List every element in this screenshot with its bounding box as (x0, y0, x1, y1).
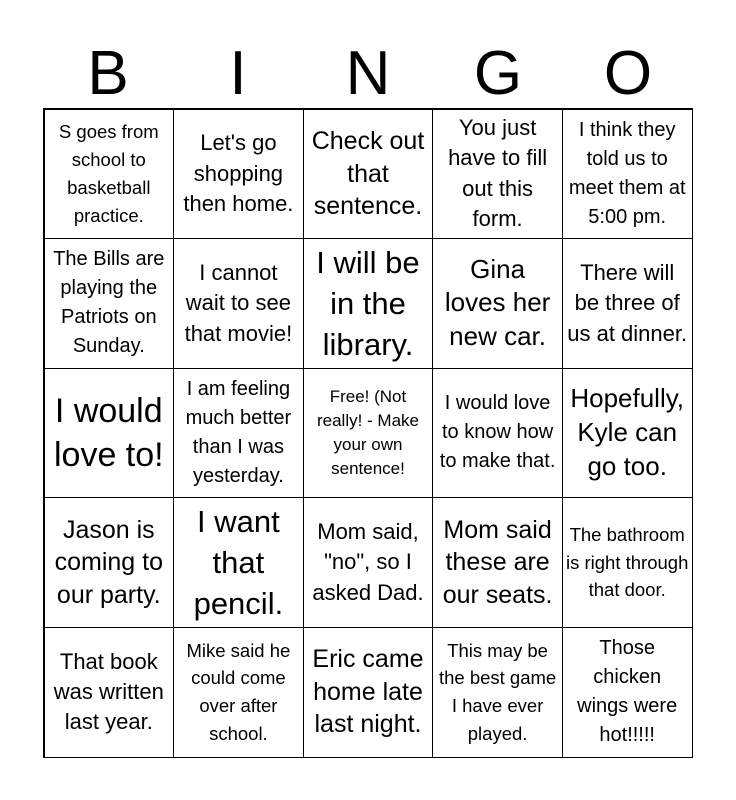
cell-text: I think they told us to meet them at 5:00 pm. (568, 118, 686, 228)
cell-text: Mom said, "no", so I asked Dad. (312, 519, 424, 605)
free-space-cell[interactable] (303, 368, 434, 499)
bingo-grid (43, 108, 693, 758)
header-letter-o: O (603, 39, 653, 108)
bingo-cell[interactable] (303, 497, 434, 628)
bingo-cell[interactable] (432, 497, 563, 628)
cell-text: S goes from school to basketball practice. (58, 121, 159, 226)
cell-text: I want that pencil. (193, 503, 284, 622)
bingo-cell[interactable] (562, 627, 693, 758)
bingo-cell[interactable] (562, 368, 693, 499)
cell-text: I would love to know how to make that. (439, 392, 556, 473)
cell-text: Those chicken wings were hot!!!!! (577, 637, 678, 747)
header-letter-b: B (87, 39, 129, 108)
bingo-cell[interactable] (44, 109, 175, 240)
cell-text: There will be three of us at dinner. (567, 259, 688, 346)
cell-text: I will be in the library. (316, 244, 420, 362)
cell-text: I would love to! (53, 391, 164, 474)
cell-text: Let's go shopping then home. (183, 130, 294, 216)
bingo-cell[interactable] (173, 627, 304, 758)
bingo-cell[interactable] (173, 497, 304, 628)
bingo-cell[interactable] (173, 368, 304, 499)
bingo-cell[interactable] (44, 238, 175, 369)
cell-text: I am feeling much better than I was yesterday. (185, 377, 292, 487)
header-letter-n: N (345, 39, 391, 108)
bingo-cell[interactable] (562, 109, 693, 240)
cell-text: The bathroom is right through that door. (566, 523, 689, 601)
bingo-header (43, 40, 693, 108)
cell-text: Mom said these are our seats. (442, 515, 553, 609)
bingo-cell[interactable] (303, 627, 434, 758)
bingo-cell[interactable] (44, 368, 175, 499)
bingo-cell[interactable] (44, 627, 175, 758)
cell-text: Eric came home late last night. (312, 645, 424, 739)
cell-text: Free! (Not really! - Make your own sentence! (316, 386, 419, 479)
cell-text: Jason is coming to our party. (54, 515, 163, 609)
cell-text: Mike said he could come over after school. (186, 639, 291, 744)
cell-text: Check out that sentence. (311, 127, 425, 221)
cell-text: Hopefully, Kyle can go too. (570, 383, 685, 481)
bingo-cell[interactable] (432, 238, 563, 369)
cell-text: You just have to fill out this form. (448, 115, 548, 232)
bingo-cell[interactable] (432, 627, 563, 758)
bingo-cell[interactable] (303, 109, 434, 240)
bingo-cell[interactable] (562, 238, 693, 369)
cell-text: That book was written last year. (53, 648, 164, 735)
cell-text: The Bills are playing the Patriots on Sunday. (53, 248, 165, 358)
header-letter-g: G (473, 39, 523, 108)
cell-text: This may be the best game I have ever played. (438, 639, 557, 744)
bingo-cell[interactable] (173, 109, 304, 240)
bingo-cell[interactable] (432, 109, 563, 240)
header-letter-i: I (229, 39, 247, 108)
cell-text: Gina loves her new car. (444, 253, 551, 352)
bingo-cell[interactable] (303, 238, 434, 369)
bingo-cell[interactable] (44, 497, 175, 628)
bingo-cell[interactable] (173, 238, 304, 369)
cell-text: I cannot wait to see that movie! (184, 259, 293, 346)
bingo-cell[interactable] (432, 368, 563, 499)
bingo-cell[interactable] (562, 497, 693, 628)
